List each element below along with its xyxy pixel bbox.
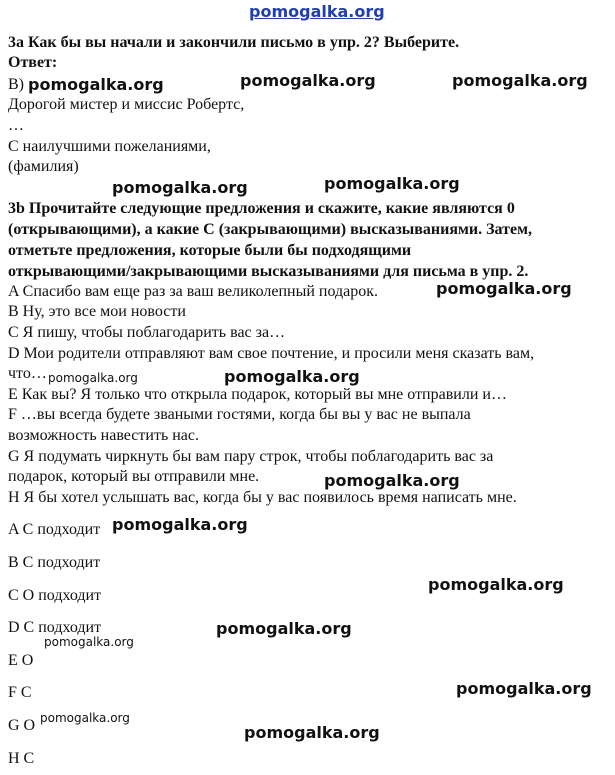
task-3b-question: отметьте предложения, которые были бы подходящими [8,242,412,259]
task-3b-question: открывающими/закрывающими высказываниями для письма в упр. 2. [8,263,529,280]
task-3a-question: 3a Как бы вы начали и закончили письмо в упр. 2? Выберите. [8,34,460,51]
answer-item: B C подходит [8,554,101,571]
answer-item: C O подходит [8,587,102,604]
watermark: pomogalka.org [112,515,248,534]
watermark: pomogalka.org [324,174,460,193]
sentence-item: A Спасибо вам еще раз за ваш великолепный подарок. [8,283,379,300]
letter-line: (фамилия) [8,158,79,175]
watermark: pomogalka.org [40,711,130,725]
watermark: pomogalka.org [112,178,248,197]
watermark: pomogalka.org [224,367,360,386]
answer-item: H C [8,750,35,767]
watermark: pomogalka.org [44,635,134,649]
watermark: pomogalka.org [244,723,380,742]
watermark: pomogalka.org [456,679,592,698]
sentence-item: B Ну, это все мои новости [8,303,186,320]
letter-line: Дорогой мистер и миссис Робертс, [8,96,245,113]
watermark: pomogalka.org [240,71,376,90]
sentence-item: E Как вы? Я только что открыла подарок, который вы мне отправили и… [8,386,507,403]
watermark: pomogalka.org [324,471,460,490]
answer-item: E O [8,652,34,669]
task-3b-question: (открывающими), а какие С (закрывающими) высказываниями. Затем, [8,221,532,238]
letter-line: … [8,117,24,134]
watermark: pomogalka.org [436,279,572,298]
sentence-item: возможность навестить нас. [8,427,200,444]
watermark: pomogalka.org [216,619,352,638]
sentence-item: D Мои родители отправляют вам свое почтение, и просили меня сказать вам, [8,345,535,362]
letter-line: С наилучшими пожеланиями, [8,138,211,155]
sentence-item: G Я подумать чиркнуть бы вам пару строк, чтобы поблагодарить вас за [8,448,494,465]
answer-item: D C подходит [8,619,102,636]
watermark: pomogalka.org [28,75,164,94]
watermark: pomogalka.org [452,71,588,90]
answer-item: A C подходит [8,521,101,538]
answer-option: В) [8,76,24,93]
sentence-item: что… [8,365,47,382]
answer-item: F C [8,684,32,701]
sentence-item: C Я пишу, чтобы поблагодарить вас за… [8,324,286,341]
answer-label: Ответ: [8,54,58,71]
sentence-item: F …вы всегда будете зваными гостями, когда бы вы у вас не выпала [8,406,471,423]
watermark: pomogalka.org [428,575,564,594]
site-header-link[interactable]: pomogalka.org [249,2,385,21]
watermark: pomogalka.org [48,371,138,385]
sentence-item: подарок, который вы отправили мне. [8,468,260,485]
sentence-item: H Я бы хотел услышать вас, когда бы у вас появилось время написать мне. [8,489,517,506]
task-3b-question: 3b Прочитайте следующие предложения и скажите, какие являются 0 [8,200,515,217]
answer-item: G O [8,717,36,734]
